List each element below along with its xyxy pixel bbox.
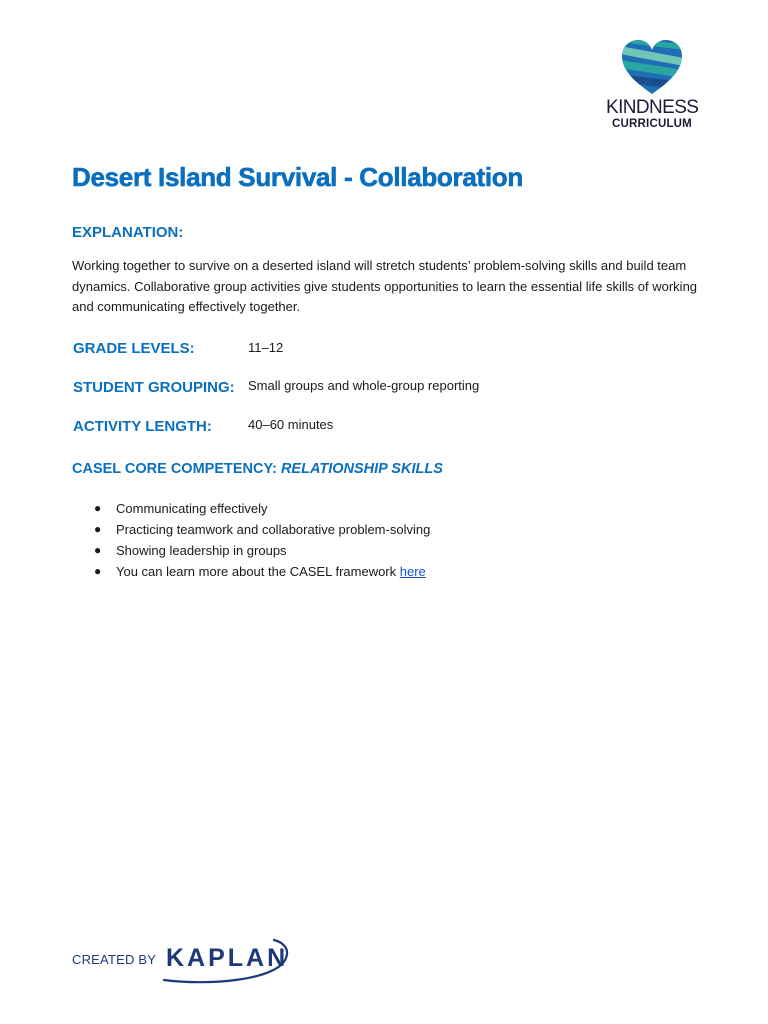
competency-bullet-list	[92, 498, 430, 582]
list-item-text: Practicing teamwork and collaborative problem-solving	[116, 522, 431, 537]
list-item	[92, 519, 430, 540]
logo-wordmark-kindness: KINDNESS	[606, 97, 699, 118]
page-title: Desert Island Survival - Collaboration	[72, 162, 523, 192]
casel-competency-heading	[72, 461, 443, 477]
student-grouping-label: STUDENT GROUPING:	[73, 379, 235, 396]
casel-competency-value: RELATIONSHIP SKILLS	[280, 461, 443, 477]
list-item	[92, 561, 430, 582]
kindness-curriculum-logo	[604, 38, 700, 134]
kaplan-logo	[160, 936, 292, 984]
logo-wordmark-curriculum: CURRICULUM	[612, 118, 692, 130]
list-item-text: Showing leadership in groups	[116, 543, 287, 558]
bullet-icon: ●	[94, 501, 102, 515]
list-item-text: You can learn more about the CASEL framework	[116, 564, 400, 579]
explanation-heading: EXPLANATION:	[72, 224, 184, 241]
activity-length-value: 40–60 minutes	[248, 417, 334, 432]
casel-framework-link[interactable]: here	[399, 564, 426, 579]
bullet-icon: ●	[94, 543, 102, 557]
student-grouping-value: Small groups and whole-group reporting	[248, 378, 480, 393]
grade-levels-label: GRADE LEVELS:	[73, 340, 195, 357]
explanation-text: Working together to survive on a deserted island will stretch students’ problem-solving skills and build team dynamics. Collaborative group activities give students opportunities to learn the essential life skills of working and communicating effectively together.	[72, 258, 698, 314]
bullet-icon: ●	[94, 564, 102, 578]
grade-levels-value: 11–12	[248, 340, 284, 355]
casel-label: CASEL CORE COMPETENCY:	[72, 461, 277, 477]
created-by-label: CREATED BY	[72, 952, 157, 967]
kaplan-wordmark: KAPLAN	[166, 944, 289, 972]
bullet-icon: ●	[94, 522, 102, 536]
list-item-text: Communicating effectively	[116, 501, 268, 516]
list-item	[92, 540, 430, 561]
heart-icon	[620, 38, 684, 96]
list-item	[92, 498, 430, 519]
activity-length-label: ACTIVITY LENGTH:	[73, 418, 212, 435]
